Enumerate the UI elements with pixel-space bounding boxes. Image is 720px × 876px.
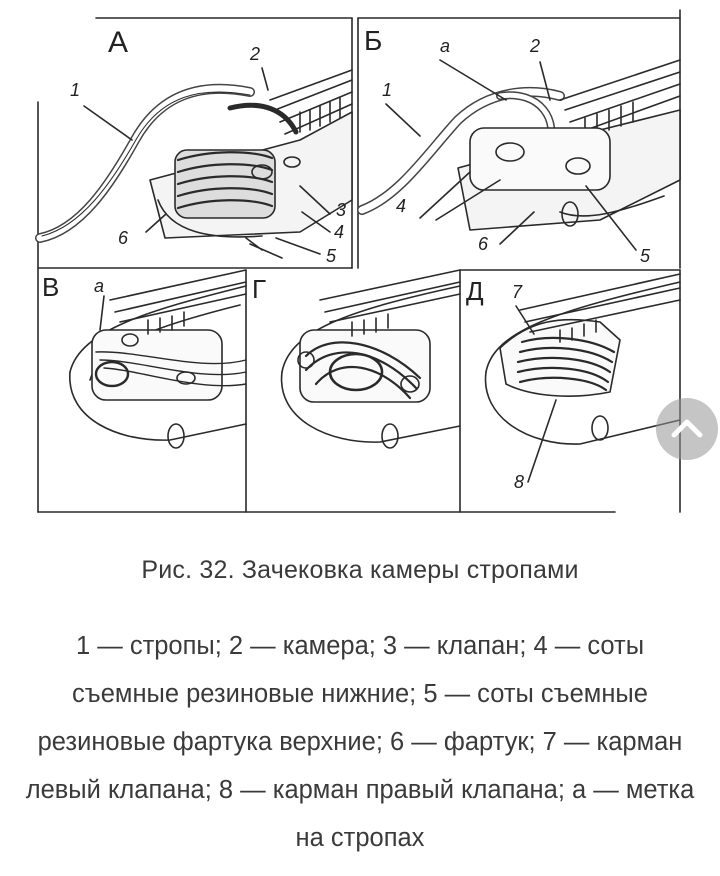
label-a-1: 1 bbox=[70, 80, 81, 100]
chevron-up-icon bbox=[656, 398, 718, 460]
panel-g-drawing bbox=[282, 270, 460, 448]
figure-legend-text: 1 — стропы; 2 — камера; 3 — клапан; 4 — соты съемные резиновые нижние; 5 — соты съемные резиновые фартука верхние; 6 — фартук; 7 — карман левый клапана; 8 — карман правый клапана; а — метка на стропах bbox=[25, 632, 695, 852]
panel-letter-a: А bbox=[108, 26, 129, 59]
panel-letter-v: В bbox=[42, 272, 60, 302]
label-b-5: 5 bbox=[640, 246, 651, 266]
label-b-2: 2 bbox=[530, 36, 541, 56]
scroll-to-top-button[interactable] bbox=[656, 398, 718, 460]
label-b-a: a bbox=[440, 36, 451, 56]
panel-b-drawing bbox=[362, 60, 680, 230]
panel-v-drawing bbox=[70, 270, 246, 448]
panel-letter-b: Б bbox=[364, 25, 383, 56]
panel-letter-g: Г bbox=[252, 274, 267, 304]
figure-caption-title: Рис. 32. Зачековка камеры стропами bbox=[141, 556, 579, 584]
label-d-8: 8 bbox=[514, 472, 525, 492]
label-b-6: 6 bbox=[478, 234, 489, 254]
label-b-4: 4 bbox=[396, 196, 407, 216]
label-d-7: 7 bbox=[512, 282, 523, 302]
label-a-4: 4 bbox=[334, 222, 345, 242]
label-v-a: a bbox=[94, 276, 105, 296]
figure-legend bbox=[20, 622, 700, 862]
label-a-2: 2 bbox=[250, 44, 261, 64]
panel-letter-d: Д bbox=[466, 276, 484, 306]
panel-a-drawing bbox=[40, 70, 352, 258]
label-b-1: 1 bbox=[382, 80, 393, 100]
label-a-6: 6 bbox=[118, 228, 129, 248]
label-a-3: 3 bbox=[336, 200, 347, 220]
label-a-5: 5 bbox=[326, 246, 337, 266]
